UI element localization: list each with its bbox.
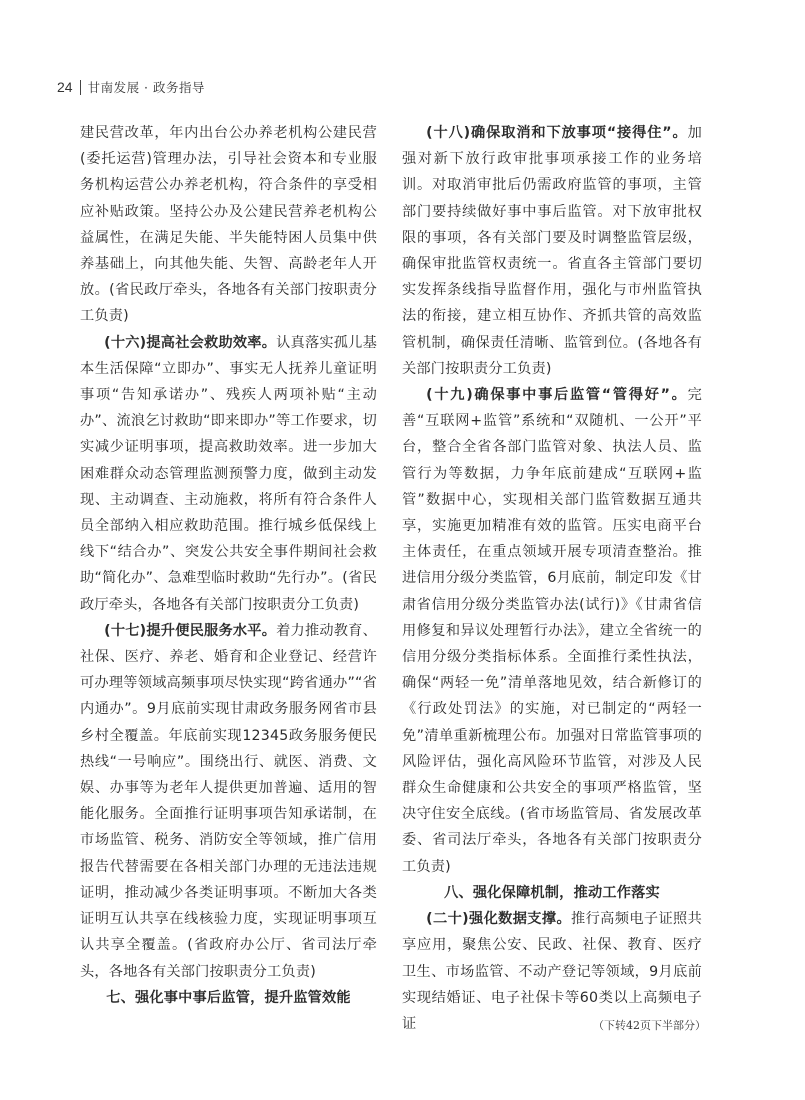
paragraph-heading: (二十)强化数据支撑。 xyxy=(426,911,572,928)
header-divider xyxy=(80,80,81,95)
paragraph-body: 完善“互联网+监管”系统和“双随机、一公开”平台，整合全省各部门监管对象、执法人员、监管行为等数据，力争年底前建成“互联网+监管”数据中心，实现相关部门监管数据互通共享，实施更加精准有效的监管。压实电商平台主体责任，在重点领域开展专项清查整治。推进信用分级分类监管，6月底前，制定印发《甘肃省信用分级分类监管办法(试行)》《甘肃省信用修复和异议处理暂行办法》，建立全省统一的信用分级分类指标体系。全面推行柔性执法，确保“两轻一免”清单落地见效，结合新修订的《行政处罚法》的实施，对已制定的“两轻一免”清单重新梳理公布。加强对日常监管事项的风险评估，强化高风险环节监管，对涉及人民群众生命健康和公共安全的事项严格监管，坚决守住安全底线。(省市场监管局、省发展改革委、省司法厅牵头，各地各有关部门按职责分工负责) xyxy=(402,387,702,875)
paragraph xyxy=(80,618,377,985)
paragraph xyxy=(402,382,702,880)
page-number: 24 xyxy=(57,79,73,95)
section-heading: 七、强化事中事后监管，提升监管效能 xyxy=(106,989,351,1006)
right-column xyxy=(402,120,702,1037)
page-header xyxy=(57,78,205,96)
paragraph-body: 推行高频电子证照共享应用，聚焦公安、民政、社保、教育、医疗卫生、市场监管、不动产登记等领域，9月底前实现结婚证、电子社保卡等60类以上高频电子证 xyxy=(402,911,702,1032)
section-heading: 八、强化保障机制，推动工作落实 xyxy=(444,884,660,901)
paragraph-heading: (十七)提升便民服务水平。 xyxy=(104,622,277,639)
paragraph-body: 认真落实孤儿基本生活保障“立即办”、事实无人抚养儿童证明事项“告知承诺办”、残疾人两项补贴“主动办”、流浪乞讨救助“即来即办”等工作要求，切实减少证明事项，提高救助效率。进一步加大困难群众动态管理监测预警力度，做到主动发现、主动调查、主动施救，将所有符合条件人员全部纳入相应救助范围。推行城乡低保线上线下“结合办”、突发公共安全事件期间社会救助“简化办”、急难型临时救助“先行办”。(省民政厅牵头，各地各有关部门按职责分工负责) xyxy=(80,334,377,613)
paragraph-body: 着力推动教育、社保、医疗、养老、婚育和企业登记、经营许可办理等领域高频事项尽快实现“跨省通办”“省内通办”。9月底前实现甘肃政务服务网省市县乡村全覆盖。年底前实现12345政务服务便民热线“一号响应”。围绕出行、就医、消费、文娱、办事等为老年人提供更加普遍、适用的智能化服务。全面推行证明事项告知承诺制，在市场监管、税务、消防安全等领域，推广信用报告代替需要在各相关部门办理的无违法违规证明，推动减少各类证明事项。不断加大各类证明互认共享在线核验力度，实现证明事项互认共享全覆盖。(省政府办公厅、省司法厅牵头，各地各有关部门按职责分工负责) xyxy=(80,622,377,980)
journal-title: 甘南发展 · 政务指导 xyxy=(87,80,205,95)
paragraph-heading: (十六)提高社会救助效率。 xyxy=(104,334,277,351)
continuation-note: （下转42页下半部分） xyxy=(593,1019,706,1032)
paragraph-heading: (十八)确保取消和下放事项“接得住”。 xyxy=(426,125,688,141)
paragraph xyxy=(402,120,702,382)
paragraph: 建民营改革，年内出台公办养老机构公建民营(委托运营)管理办法，引导社会资本和专业服务机构运营公办养老机构，符合条件的享受相应补贴政策。坚持公办及公建民营养老机构公益属性，在满足失能、半失能特困人员集中供养基础上，向其他失能、失智、高龄老年人开放。(省民政厅牵头，各地各有关部门按职责分工负责) xyxy=(80,125,377,325)
paragraph xyxy=(80,330,377,618)
left-column xyxy=(80,120,377,1011)
paragraph-heading: (十九)确保事中事后监管“管得好”。 xyxy=(426,387,688,404)
paragraph-body: 加强对新下放行政审批事项承接工作的业务培训。对取消审批后仍需政府监管的事项，主管部门要持续做好事中事后监管。对下放审批权限的事项，各有关部门要及时调整监管层级，确保审批监管权责统一。省直各主管部门要切实发挥条线指导监督作用，强化与市州监管执法的衔接，建立相互协作、齐抓共管的高效监管机制，确保责任清晰、监管到位。(各地各有关部门按职责分工负责) xyxy=(402,125,702,377)
